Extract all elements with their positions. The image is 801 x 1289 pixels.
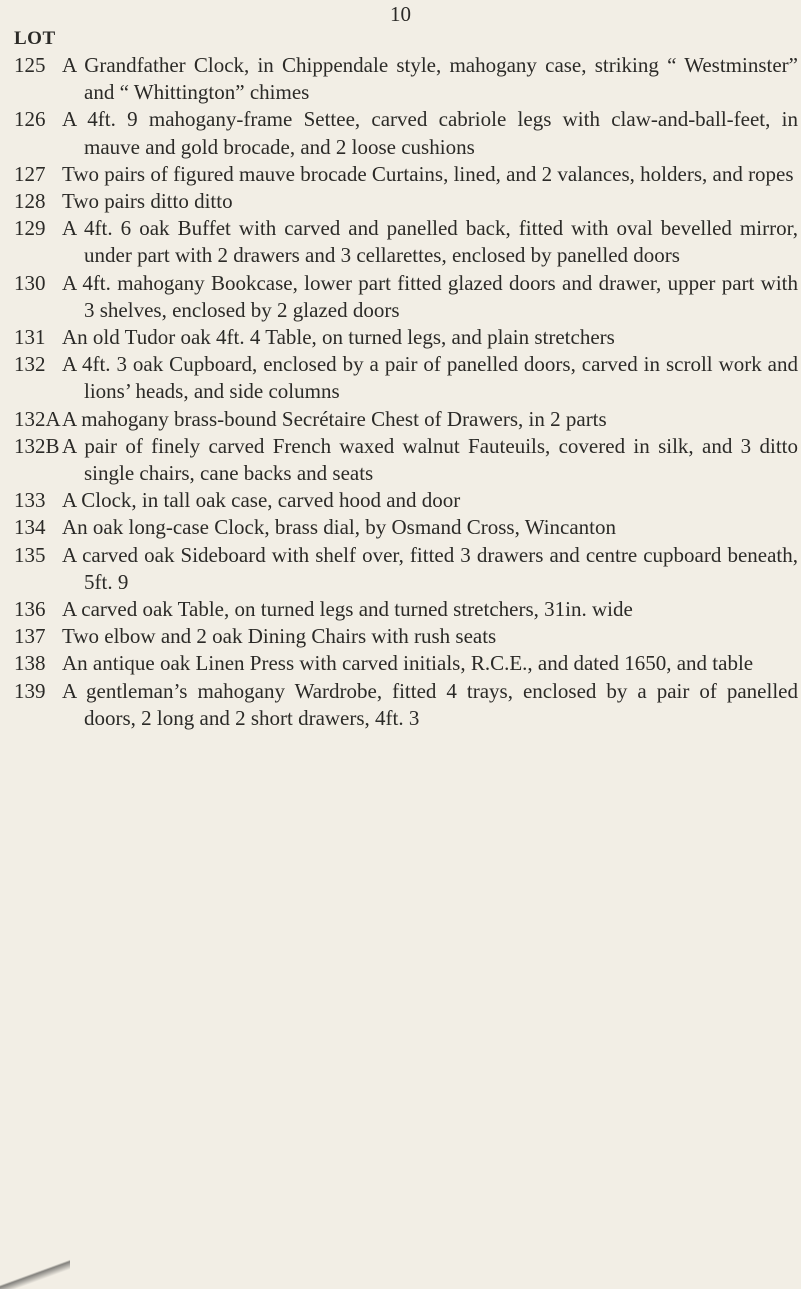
lot-number: 139 — [14, 678, 46, 703]
page-corner-fold — [0, 1249, 70, 1289]
lot-description: A 4ft. 3 oak Cupboard, enclosed by a pair of panelled doors, carved in scroll work and lions’ heads, and side columns — [62, 352, 798, 404]
lot-entry — [14, 678, 798, 732]
lot-number: 136 — [14, 597, 46, 622]
lot-number: 125 — [14, 53, 46, 77]
lot-description: A carved oak Table, on turned legs and turned stretchers, 31in. wide — [62, 597, 633, 622]
lot-description: A pair of finely carved French waxed walnut Fauteuils, covered in silk, and 3 ditto single chairs, cane backs and seats — [62, 433, 798, 486]
lot-number: 134 — [14, 515, 46, 540]
lot-number: 127 — [14, 161, 46, 186]
lot-entry — [14, 406, 798, 433]
lot-description: A mahogany brass-bound Secrétaire Chest of Drawers, in 2 parts — [62, 406, 607, 431]
lot-description: Two pairs ditto ditto — [62, 189, 233, 214]
lot-entry — [14, 324, 798, 351]
lot-entry — [14, 542, 798, 596]
lot-description: A 4ft. 9 mahogany-frame Settee, carved cabriole legs with claw-and-ball-feet, in mauve and gold brocade, and 2 loose cushions — [62, 107, 798, 159]
lot-entry — [14, 514, 798, 541]
lot-number: 138 — [14, 651, 46, 676]
lot-number: 132A — [14, 406, 61, 431]
lot-list — [14, 52, 798, 732]
lot-description: An antique oak Linen Press with carved initials, R.C.E., and dated 1650, and table — [62, 651, 754, 676]
lot-entry — [14, 215, 798, 269]
lot-entry — [14, 188, 798, 215]
lot-entry — [14, 433, 798, 487]
lot-description: A Grandfather Clock, in Chippendale style, mahogany case, striking “ Westminster” and “ Whittington” chimes — [62, 53, 798, 105]
lot-number: 132B — [14, 433, 60, 458]
lot-entry — [14, 650, 798, 677]
lot-description: A Clock, in tall oak case, carved hood and door — [62, 488, 461, 513]
lot-description: A 4ft. mahogany Bookcase, lower part fitted glazed doors and drawer, upper part with 3 shelves, enclosed by 2 glazed doors — [62, 270, 798, 322]
lot-number: 137 — [14, 624, 46, 649]
lot-entry — [14, 351, 798, 405]
lot-number: 130 — [14, 270, 46, 295]
lot-entry — [14, 487, 798, 514]
lot-number: 131 — [14, 325, 46, 350]
lot-entry — [14, 270, 798, 324]
lot-number: 133 — [14, 488, 46, 513]
lot-number: 126 — [14, 107, 46, 132]
lot-number: 132 — [14, 352, 46, 377]
lot-description: A gentleman’s mahogany Wardrobe, fitted 4 trays, enclosed by a pair of panelled doors, 2 long and 2 short drawers, 4ft. 3 — [62, 678, 798, 730]
lot-entry — [14, 623, 798, 650]
lot-description: An old Tudor oak 4ft. 4 Table, on turned legs, and plain stretchers — [62, 325, 615, 350]
lot-entry — [14, 106, 798, 160]
lot-number: 135 — [14, 542, 46, 567]
lot-number: 129 — [14, 216, 46, 241]
lot-entry — [14, 596, 798, 623]
lot-entry — [14, 52, 798, 106]
lot-number: 128 — [14, 189, 46, 214]
lot-description: A carved oak Sideboard with shelf over, fitted 3 drawers and centre cupboard beneath, 5ft. 9 — [62, 542, 798, 594]
lot-description: A 4ft. 6 oak Buffet with carved and panelled back, fitted with oval bevelled mirror, under part with 2 drawers and 3 cellarettes, enclosed by panelled doors — [62, 216, 798, 268]
lot-description: Two elbow and 2 oak Dining Chairs with rush seats — [62, 624, 497, 649]
lot-description: An oak long-case Clock, brass dial, by Osmand Cross, Wincanton — [62, 515, 617, 540]
lot-description: Two pairs of figured mauve brocade Curtains, lined, and 2 valances, holders, and ropes — [62, 161, 794, 186]
lot-entry — [14, 161, 798, 188]
lot-column-header: LOT — [14, 28, 56, 49]
page-number: 10 — [390, 2, 411, 26]
